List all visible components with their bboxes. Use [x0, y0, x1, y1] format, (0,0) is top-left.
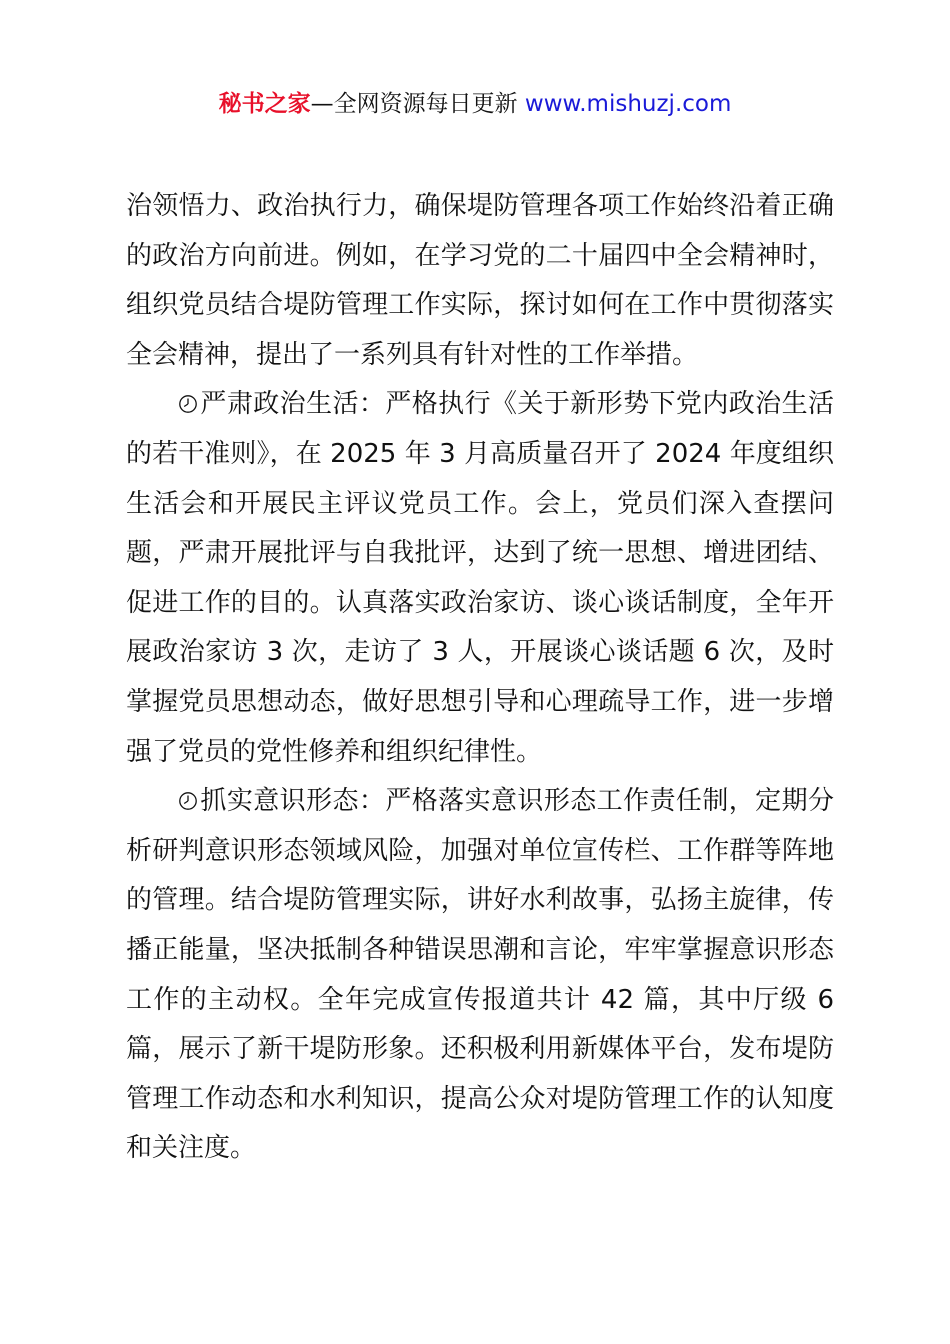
- brand-name: 秘书之家: [218, 91, 311, 117]
- paragraph-text: 抓实意识形态：严格落实意识形态工作责任制，定期分析研判意识形态领域风险，加强对单位宣传栏、工作群等阵地的管理。结合堤防管理实际，讲好水利故事，弘扬主旋律，传播正能量，坚决抵制各种错误思潮和言论，牢牢掌握意识形态工作的主动权。全年完成宣传报道共计 42 篇，其中厅级 6 篇，展示了新干堤防形象。还积极利用新媒体平台，发布堤防管理工作动态和水利知识，提高公众对堤防管理工作的认知度和关注度。: [126, 786, 834, 1164]
- paragraph-text: 治领悟力、政治执行力，确保堤防管理各项工作始终沿着正确的政治方向前进。例如，在学习党的二十届四中全会精神时，组织党员结合堤防管理工作实际，探讨如何在工作中贯彻落实全会精神，提出了一系列具有针对性的工作举措。: [126, 191, 834, 370]
- document-body: [126, 182, 834, 1174]
- header-tagline: —全网资源每日更新: [310, 91, 525, 117]
- site-url-link[interactable]: www.mishuzj.com: [524, 91, 732, 117]
- clock-icon: [178, 791, 198, 811]
- site-header: [0, 86, 950, 122]
- paragraph-text: 严肃政治生活：严格执行《关于新形势下党内政治生活的若干准则》，在 2025 年 3 月高质量召开了 2024 年度组织生活会和开展民主评议党员工作。会上，党员们深入查摆问题，严肃开展批评与自我批评，达到了统一思想、增进团结、促进工作的目的。认真落实政治家访、谈心谈话制度，全年开展政治家访 3 次，走访了 3 人，开展谈心谈话题 6 次，及时掌握党员思想动态，做好思想引导和心理疏导工作，进一步增强了党员的党性修养和组织纪律性。: [126, 389, 834, 767]
- clock-icon: [178, 394, 198, 414]
- paragraph-ideology: [126, 777, 834, 1174]
- paragraph-political-life: [126, 380, 834, 777]
- paragraph-political-leadership: [126, 182, 834, 380]
